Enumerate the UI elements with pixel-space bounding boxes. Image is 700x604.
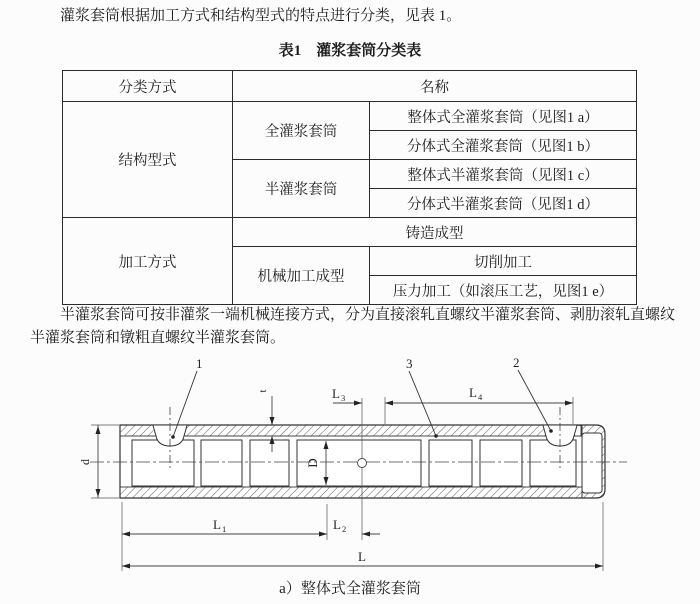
end-seal-ring: [582, 433, 602, 493]
cell-machining: 机械加工成型: [233, 247, 370, 305]
intro-paragraph: 灌浆套筒根据加工方式和结构型式的特点进行分类，见表 1。: [60, 8, 462, 24]
body-paragraph-line1: 半灌浆套筒可按非灌浆一端机械连接方式，分为直接滚轧直螺纹半灌浆套筒、剥肋滚轧直螺纹: [60, 307, 676, 323]
dim-L-label: L: [358, 549, 366, 564]
dim-L2-sub: 2: [342, 524, 347, 534]
dim-t-label: t: [258, 389, 269, 393]
grout-hole-mark: [358, 459, 367, 468]
header-name: 名称: [233, 71, 637, 102]
bottom-wall-hatch: [120, 487, 582, 498]
part3-label: 3: [406, 356, 413, 371]
header-classification: 分类方式: [63, 71, 233, 102]
cell-half-split: 分体式半灌浆套筒（见图1 d）: [370, 189, 637, 218]
cell-structure-type: 结构型式: [63, 102, 233, 218]
figure-caption: a）整体式全灌浆套筒: [279, 581, 421, 597]
cell-pressure: 压力加工（如滚压工艺，见图1 e）: [370, 276, 637, 305]
body-paragraph: [30, 304, 676, 349]
cell-casting: 铸造成型: [233, 218, 637, 247]
part2-label: 2: [513, 355, 520, 370]
table-title: 表1 灌浆套筒分类表: [278, 43, 422, 59]
body-paragraph-line2: 半灌浆套筒和镦粗直螺纹半灌浆套筒。: [30, 329, 286, 346]
dim-L1-sub: 1: [222, 524, 227, 534]
dim-L4-label: L: [469, 385, 477, 400]
dim-D-label: D: [305, 458, 320, 468]
dim-L3-sub: 3: [341, 393, 346, 403]
cell-half-integral: 整体式半灌浆套筒（见图1 c）: [370, 160, 637, 189]
top-wall-hatch: [120, 425, 582, 436]
cell-process-type: 加工方式: [63, 218, 233, 305]
dim-L1-label: L: [213, 517, 221, 532]
sleeve-diagram: [0, 355, 700, 577]
cell-half-sleeve: 半灌浆套筒: [233, 160, 370, 218]
dim-d-label: d: [78, 459, 92, 465]
cell-full-sleeve: 全灌浆套筒: [233, 102, 370, 160]
dim-L3-label: L: [332, 386, 340, 401]
cell-full-integral: 整体式全灌浆套筒（见图1 a）: [370, 102, 637, 131]
dim-L4-sub: 4: [478, 392, 483, 402]
classification-table: [62, 70, 637, 305]
part1-label: 1: [196, 356, 203, 371]
cell-full-split: 分体式全灌浆套筒（见图1 b）: [370, 131, 637, 160]
cell-cutting: 切削加工: [370, 247, 637, 276]
dim-L2-label: L: [333, 517, 341, 532]
